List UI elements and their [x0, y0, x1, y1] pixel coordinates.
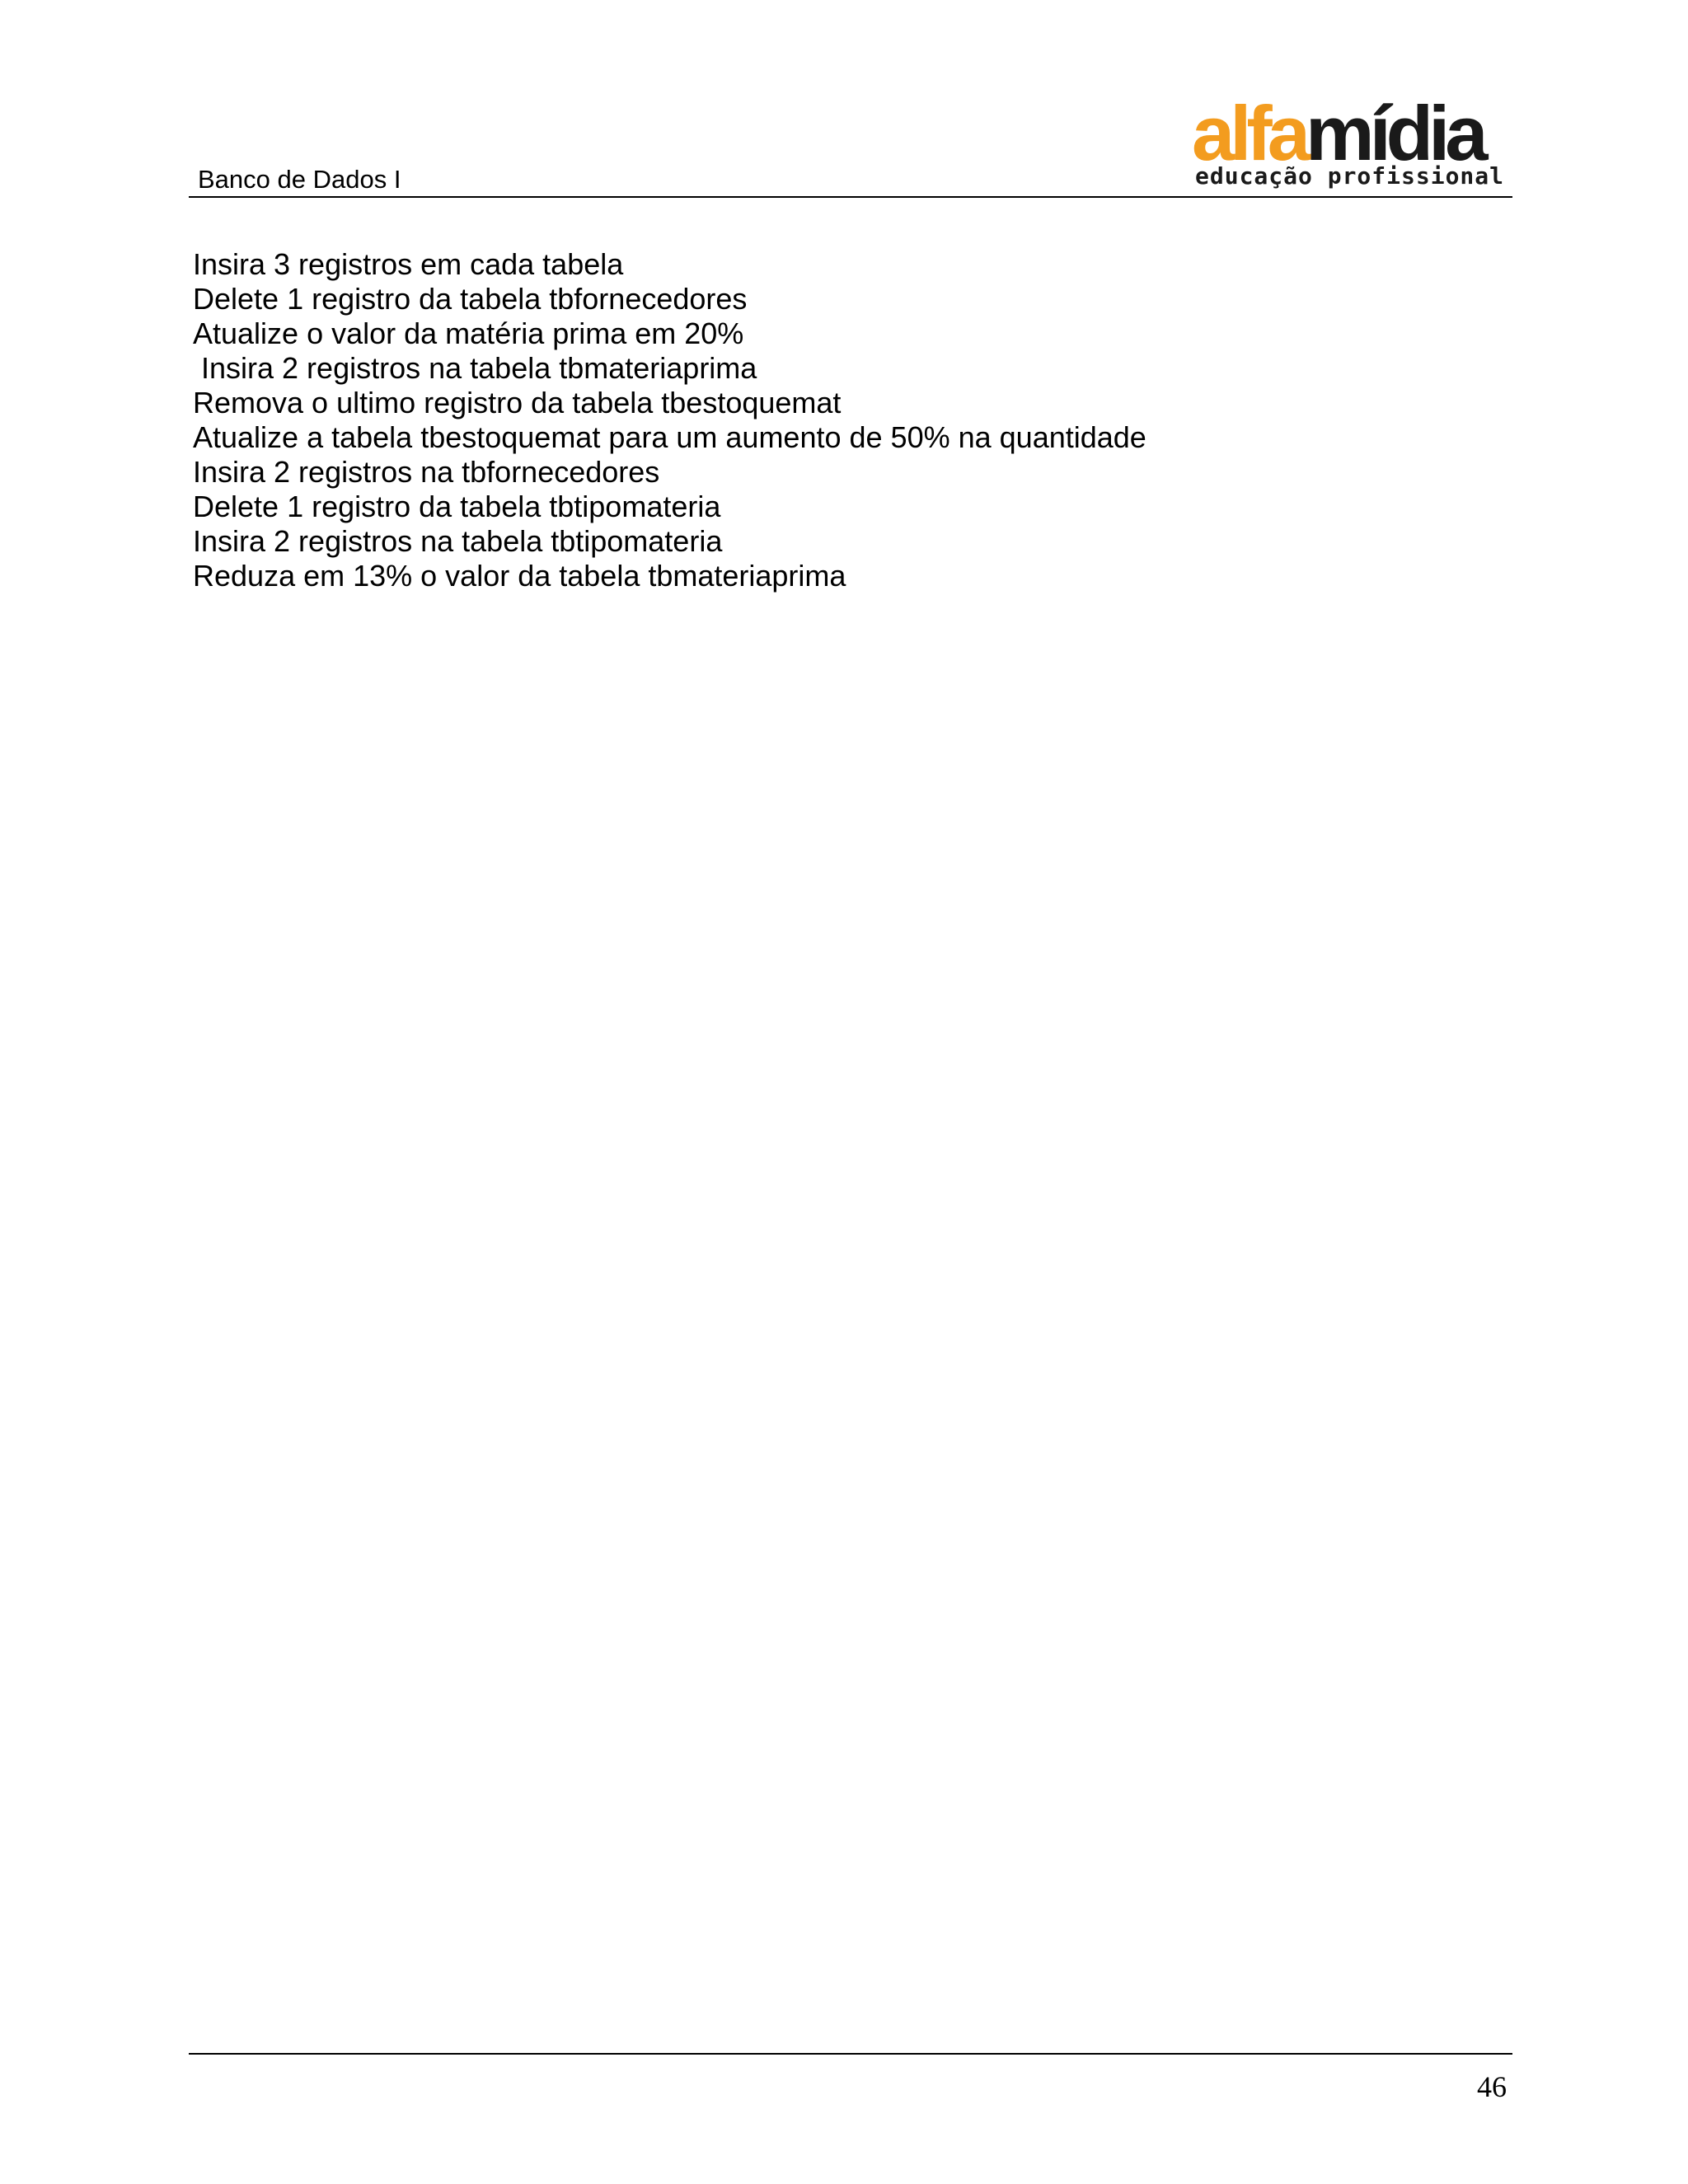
- exercise-line: Insira 2 registros na tabela tbtipomateria: [193, 524, 723, 558]
- exercise-line: Remova o ultimo registro da tabela tbestoquemat: [193, 386, 842, 419]
- logo-word-midia: mídia: [1305, 90, 1484, 176]
- exercise-line: Delete 1 registro da tabela tbfornecedores: [193, 282, 748, 316]
- exercise-line: Insira 2 registros na tabela tbmateriaprima: [193, 351, 757, 385]
- logo-word-alfa: alfa: [1192, 90, 1306, 176]
- alfamidia-logo: [1192, 92, 1512, 191]
- exercise-line: Insira 3 registros em cada tabela: [193, 247, 624, 281]
- exercise-line: Reduza em 13% o valor da tabela tbmateriaprima: [193, 559, 846, 593]
- footer-divider: [189, 2053, 1512, 2055]
- page-number: 46: [1477, 2070, 1507, 2103]
- header-title: Banco de Dados I: [198, 165, 401, 194]
- exercise-line: Atualize o valor da matéria prima em 20%: [193, 316, 744, 350]
- exercise-line: Insira 2 registros na tbfornecedores: [193, 455, 660, 489]
- exercise-line: Delete 1 registro da tabela tbtipomateria: [193, 490, 721, 523]
- exercise-line: Atualize a tabela tbestoquemat para um aumento de 50% na quantidade: [193, 420, 1146, 454]
- header-divider: [189, 196, 1512, 198]
- logo-tagline: educação profissional: [1195, 162, 1505, 190]
- exercise-list: [193, 247, 1146, 593]
